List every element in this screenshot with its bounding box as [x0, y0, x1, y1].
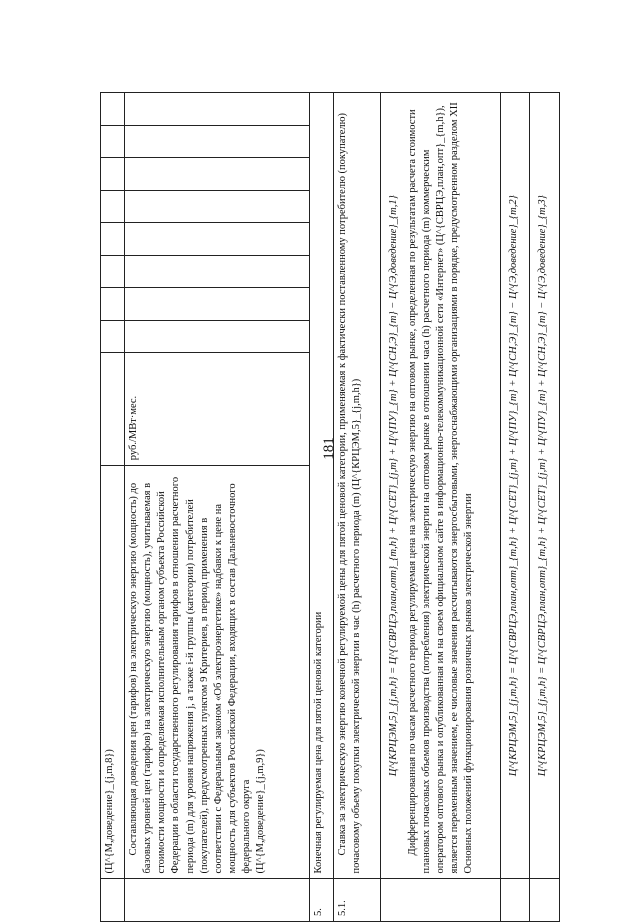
table-row — [381, 93, 501, 922]
row-number: 5.1. — [333, 879, 381, 922]
row-text: Составляющая доведения цен (тарифов) на электрическую энергию (мощность) до базовых уровней цен (тарифов) на электрическую энергию (мощность), учитываемая в стоимости мощности и определяемая исполнительным органом субъекта Российской Федерации в области государственного регулирования тарифов в отношении расчетного периода (m) для уровня напряжения j, а также i-й группы (категории) потребителей (покупателей), предусмотренных пунктом 9 Критериев, в период применения в соответствии с Федеральным законом «Об электроэнергетике» надбавки к цене на мощность для субъектов Российской Федерации, входящих в состав Дальневосточного федерального округа — [127, 476, 253, 874]
row-number: 5. — [309, 879, 333, 922]
formula: Ц^{КРЦЭМ,5}_{j,m,h} = Ц^{СВРЦЭ,план,опт}_{m,h} + Ц^{СЕТ}_{j,m} + Ц^{ПУ}_{m} + Ц^{СН,Э}_{m} − Ц^{Э,доведение}_{m,3} — [537, 195, 549, 777]
value-cell — [124, 158, 309, 191]
formula-cell — [500, 93, 530, 879]
formula: Ц^{КРЦЭМ,5}_{j,m,h} = Ц^{СВРЦЭ,план,опт}_{m,h} + Ц^{СЕТ}_{j,m} + Ц^{ПУ}_{m} + Ц^{СН,Э}_{m} − Ц^{Э,доведение}_{m,2} — [507, 195, 519, 777]
table-row — [124, 93, 309, 922]
table-row — [530, 93, 560, 922]
row-number — [124, 879, 309, 922]
value-cell — [124, 288, 309, 321]
unit-cell: руб./МВт·мес. — [124, 353, 309, 466]
document-sheet — [100, 92, 560, 922]
row-text: (Ц^{М,доведение}_{j,m,8}) — [101, 466, 125, 879]
value-cell — [101, 288, 125, 321]
value-cell — [124, 223, 309, 256]
value-cell — [101, 320, 125, 353]
table-row — [309, 93, 333, 922]
row-text: Ставка за электрическую энергию конечной регулируемой цены для пятой ценовой категории, применяемая к фактически поставленному потребителю (покупателю) почасовому объему покупки электрической энергии в час (h) расчетного периода (m) (Ц^{КРЦЭМ,5}_{j,m,h}) — [333, 93, 381, 879]
value-cell — [101, 93, 125, 126]
row-number — [381, 879, 501, 922]
value-cell — [124, 125, 309, 158]
value-cell — [101, 190, 125, 223]
value-cell — [124, 320, 309, 353]
value-cell — [101, 125, 125, 158]
tariff-table — [100, 92, 560, 922]
table-row — [500, 93, 530, 922]
table-row — [101, 93, 125, 922]
unit-cell — [101, 353, 125, 466]
value-cell — [101, 158, 125, 191]
row-number — [101, 879, 125, 922]
row-text-cell — [124, 466, 309, 879]
formula-cell — [381, 93, 501, 879]
value-cell — [124, 255, 309, 288]
table-row — [333, 93, 381, 922]
row-number — [530, 879, 560, 922]
row-text: Дифференцированная по часам расчетного периода регулируемая цена на электрическую энергию на оптовом рынке, определенная по результатам расчета стоимости плановых почасовых объемов производства (потребления) электрической энергии на оптовом рынке в отношении часа (h) расчетного периода (m) коммерческим оператором оптового рынка и опубликованная им на своем официальном сайте в информационно-телекоммуникационной сети «Интернет» (Ц^{СВРЦЭ,план,опт}_{m,h}), является переменным значением, ее числовые значения рассчитываются энергосбытовыми, энергоснабжающими организациями в порядке, предусмотренном разделом XII Основных положений функционирования розничных рынков электрической энергии — [406, 102, 475, 874]
value-cell — [101, 223, 125, 256]
page-number: 181 — [320, 437, 337, 460]
value-cell — [124, 93, 309, 126]
value-cell — [101, 255, 125, 288]
value-cell — [124, 190, 309, 223]
formula-cell — [530, 93, 560, 879]
row-number — [500, 879, 530, 922]
row-text: Конечная регулируемая цена для пятой ценовой категории — [309, 93, 333, 879]
row-symbol: (Ц^{М,доведение}_{j,m,9}) — [255, 749, 267, 874]
formula: Ц^{КРЦЭМ,5}_{j,m,h} = Ц^{СВРЦЭ,план,опт}_{m,h} + Ц^{СЕТ}_{j,m} + Ц^{ПУ}_{m} + Ц^{СН,Э}_{m} − Ц^{Э,доведение}_{m,1} — [388, 195, 400, 777]
